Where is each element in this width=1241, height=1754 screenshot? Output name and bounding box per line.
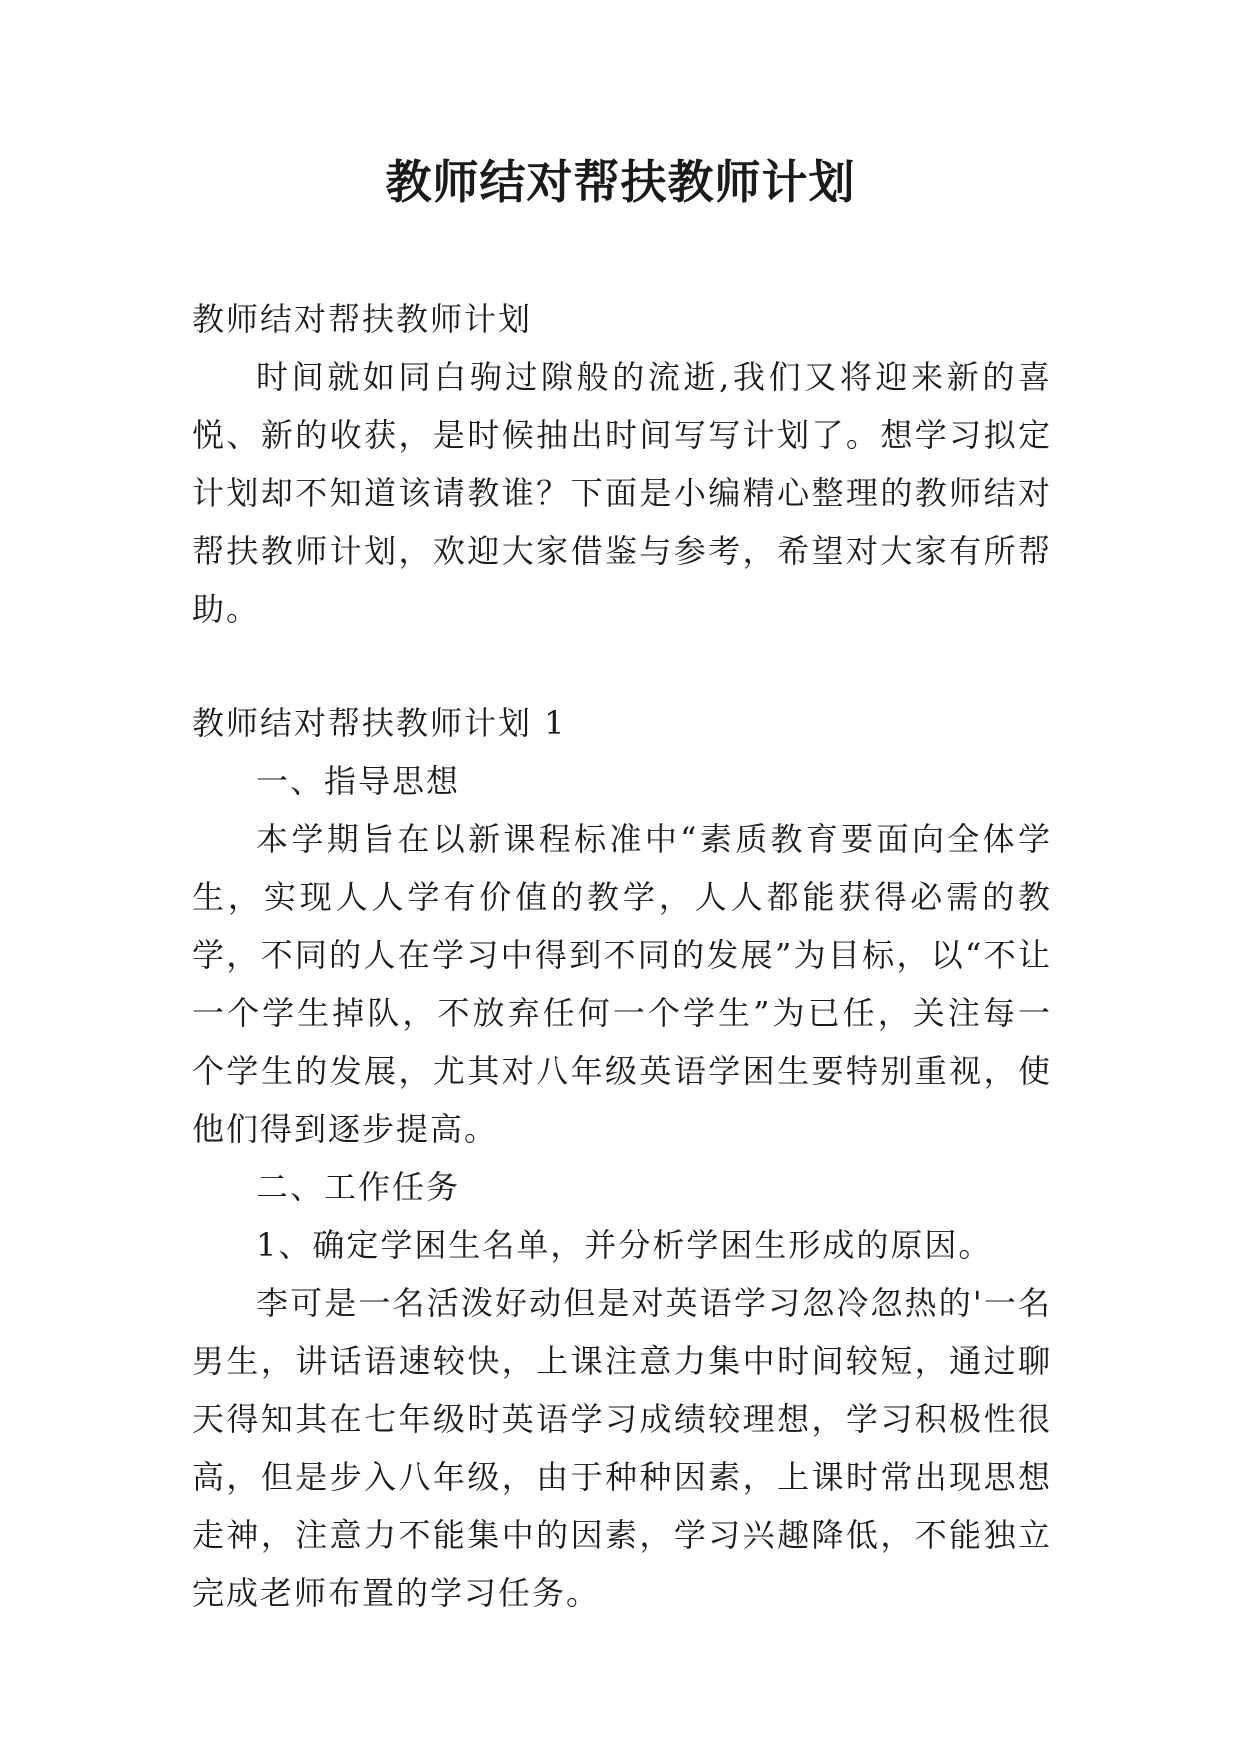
document-title: 教师结对帮扶教师计划	[385, 155, 856, 209]
guiding-thought-paragraph: 本学期旨在以新课程标准中“素质教育要面向全体学生，实现人人学有价值的教学，人人都能获得必需的教学，不同的人在学习中得到不同的发展”为目标，以“不让一个学生掉队，不放弃任何一个学生”为已任，关注每一个学生的发展，尤其对八年级英语学困生要特别重视，使他们得到逐步提高。	[192, 820, 1052, 1148]
intro-paragraph: 时间就如同白驹过隙般的流逝,我们又将迎来新的喜悦、新的收获，是时候抽出时间写写计划了。想学习拟定计划却不知道该请教谁？下面是小编精心整理的教师结对帮扶教师计划，欢迎大家借鉴与参考，希望对大家有所帮助。	[192, 358, 1052, 628]
document-body	[192, 290, 1052, 1622]
subsection-heading-guiding-thought: 一、指导思想	[256, 762, 461, 800]
section-heading: 教师结对帮扶教师计划 1	[192, 704, 567, 742]
subsection-heading-work-tasks: 二、工作任务	[256, 1168, 461, 1206]
student-description-paragraph: 李可是一名活泼好动但是对英语学习忽冷忽热的'一名男生，讲话语速较快，上课注意力集中时间较短，通过聊天得知其在七年级时英语学习成绩较理想，学习积极性很高，但是步入八年级，由于种种因素，上课时常出现思想走神，注意力不能集中的因素，学习兴趣降低，不能独立完成老师布置的学习任务。	[192, 1284, 1052, 1612]
subtitle-paragraph: 教师结对帮扶教师计划	[192, 300, 533, 338]
task-item-1: 1、确定学困生名单，并分析学困生形成的原因。	[256, 1226, 993, 1264]
